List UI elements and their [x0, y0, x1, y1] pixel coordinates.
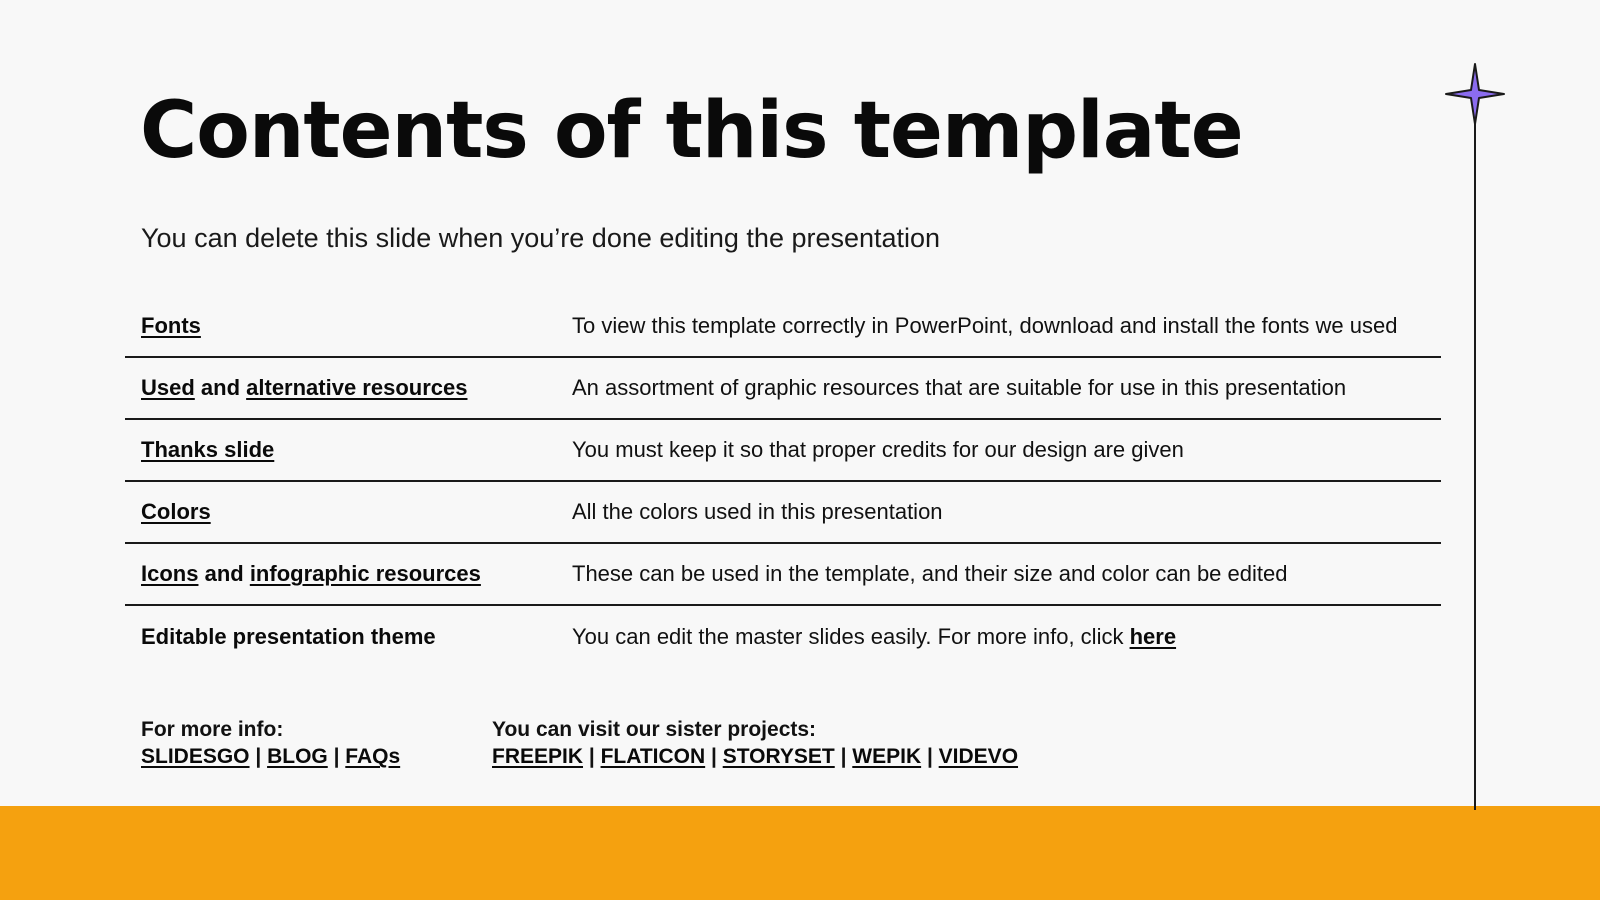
- topic-link[interactable]: Used: [141, 375, 195, 400]
- row-description: [572, 624, 1441, 650]
- row-description: [572, 561, 1441, 587]
- footer-projects: [492, 716, 1018, 771]
- row-topic: [125, 561, 572, 587]
- project-link-wepik[interactable]: WEPIK: [852, 745, 922, 769]
- description-text: All the colors used in this presentation: [572, 498, 943, 524]
- orange-footer-band: [0, 806, 1600, 900]
- table-row: [125, 358, 1441, 420]
- link-separator: |: [249, 745, 268, 769]
- row-topic: [125, 624, 572, 650]
- link-separator: |: [834, 745, 853, 769]
- link-separator: |: [327, 745, 346, 769]
- topic-link[interactable]: Fonts: [141, 313, 201, 338]
- description-text: To view this template correctly in PowerPoint, download and install the fonts we used: [572, 312, 1398, 338]
- link-separator: |: [705, 745, 723, 769]
- project-link-videvo[interactable]: VIDEVO: [938, 745, 1019, 769]
- topic-text: and: [194, 375, 247, 400]
- topic-link[interactable]: Colors: [141, 499, 211, 524]
- description-text: An assortment of graphic resources that are suitable for use in this presentation: [572, 374, 1347, 400]
- row-topic: [125, 499, 572, 525]
- footer-info-links: [141, 743, 400, 770]
- topic-link[interactable]: infographic resources: [249, 561, 481, 586]
- table-row: [125, 482, 1441, 544]
- row-description: [572, 375, 1441, 401]
- table-row: [125, 296, 1441, 358]
- footer-info-label: For more info:: [141, 718, 284, 741]
- row-topic: [125, 375, 572, 401]
- row-topic: [125, 313, 572, 339]
- link-separator: |: [921, 745, 939, 769]
- description-text: These can be used in the template, and their size and color can be edited: [572, 560, 1288, 586]
- row-description: [572, 437, 1441, 463]
- link-separator: |: [583, 745, 601, 769]
- row-description: [572, 499, 1441, 525]
- row-topic: [125, 437, 572, 463]
- project-link-flaticon[interactable]: FLATICON: [600, 745, 706, 769]
- topic-link[interactable]: Icons: [141, 561, 199, 586]
- contents-table: [125, 296, 1441, 668]
- footer-project-links: [492, 743, 1018, 770]
- footer-link-slidesgo[interactable]: SLIDESGO: [141, 745, 250, 769]
- topic-text: Editable presentation theme: [141, 624, 436, 649]
- footer-projects-label: You can visit our sister projects:: [492, 718, 817, 741]
- four-point-star-icon: [1440, 60, 1510, 810]
- table-row: [125, 544, 1441, 606]
- project-link-freepik[interactable]: FREEPIK: [492, 745, 584, 769]
- here-link[interactable]: here: [1129, 623, 1177, 649]
- row-description: [572, 313, 1441, 339]
- page-subtitle: You can delete this slide when you’re done editing the presentation: [141, 223, 941, 253]
- description-text: You can edit the master slides easily. For more info, click: [572, 623, 1130, 649]
- footer-link-blog[interactable]: BLOG: [267, 745, 328, 769]
- footer-link-faqs[interactable]: FAQs: [345, 745, 401, 769]
- topic-link[interactable]: Thanks slide: [141, 437, 275, 462]
- table-row: [125, 606, 1441, 668]
- description-text: You must keep it so that proper credits for our design are given: [572, 436, 1184, 462]
- table-row: [125, 420, 1441, 482]
- topic-text: and: [198, 561, 250, 586]
- project-link-storyset[interactable]: STORYSET: [722, 745, 835, 769]
- page-title: Contents of this template: [140, 86, 1243, 176]
- topic-link[interactable]: alternative resources: [246, 375, 468, 400]
- footer-info: [141, 716, 400, 771]
